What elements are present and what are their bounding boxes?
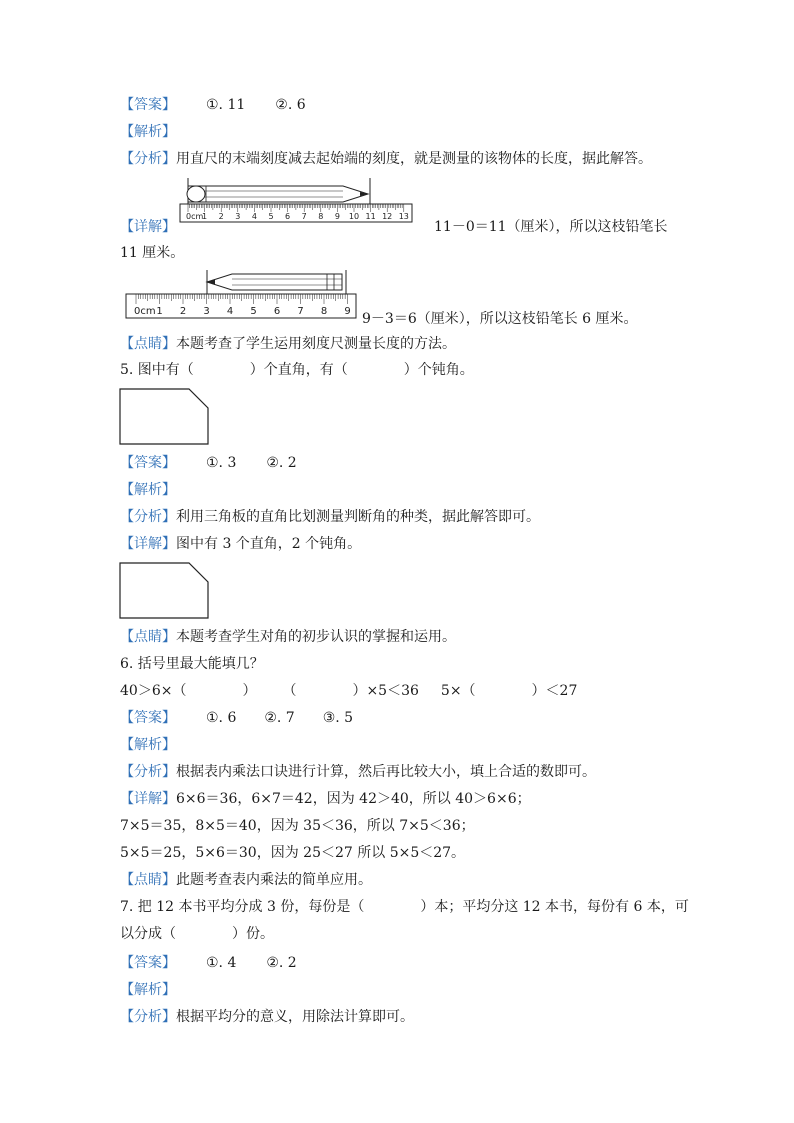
ruler-label: 11 xyxy=(365,212,376,221)
q4-fenxi-line xyxy=(120,150,652,168)
answer-tag: 【答案】 xyxy=(120,455,176,471)
fenxi-text: 根据平均分的意义，用除法计算即可。 xyxy=(176,1009,414,1025)
q6-dianjing-line xyxy=(120,871,372,889)
q7-answer-line xyxy=(120,954,297,972)
ruler-label: 4 xyxy=(226,306,234,317)
fenxi-tag: 【分析】 xyxy=(120,764,176,780)
q5-detail-line xyxy=(120,535,361,553)
ruler-label: 2 xyxy=(179,306,187,317)
q4-detail-line-1 xyxy=(120,218,176,236)
answer-tag: 【答案】 xyxy=(120,955,176,971)
answer-1: ①. 4 xyxy=(206,955,237,971)
ruler-label: 6 xyxy=(273,306,281,317)
q5-shape-figure xyxy=(119,388,211,446)
dianjing-tag: 【点睛】 xyxy=(120,872,176,888)
fenxi-text: 利用三角板的直角比划测量判断角的种类，据此解答即可。 xyxy=(176,509,540,525)
q6-detail-line-2: 7×5＝35，8×5＝40，因为 35＜36，所以 7×5＜36； xyxy=(120,818,475,834)
answer-2: ②. 7 xyxy=(264,710,295,726)
q5-question: 5. 图中有（ ）个直角，有（ ）个钝角。 xyxy=(120,362,474,378)
q4-detail-text-1b: 11 厘米。 xyxy=(120,245,185,261)
q4-dianjing-line xyxy=(120,335,456,353)
q6-question: 6. 括号里最大能填几？ xyxy=(120,656,264,672)
q7-analysis-tag: 【解析】 xyxy=(120,982,176,998)
ruler-label: 13 xyxy=(398,212,409,221)
ruler-label: 2 xyxy=(218,212,224,221)
q6-fenxi-line xyxy=(120,763,596,781)
q5-analysis-tag: 【解析】 xyxy=(120,482,176,498)
ruler-label: 1 xyxy=(202,212,208,221)
q5-answer-line xyxy=(120,454,297,472)
fenxi-tag: 【分析】 xyxy=(120,151,176,167)
ruler-label: 10 xyxy=(348,212,360,221)
q6-answer-line xyxy=(120,709,353,727)
answer-1: ①. 6 xyxy=(206,710,237,726)
fenxi-text: 用直尺的末端刻度减去起始端的刻度，就是测量的该物体的长度，据此解答。 xyxy=(176,151,652,167)
dianjing-text: 本题考查学生对角的初步认识的掌握和运用。 xyxy=(176,629,456,645)
q7-question-1: 7. 把 12 本书平均分成 3 份，每份是（ ）本；平均分这 12 本书，每份有 6 本，可 xyxy=(120,899,689,915)
q5-dianjing-line xyxy=(120,628,456,646)
q4-answer-line xyxy=(120,96,306,114)
ruler-figure-1 xyxy=(178,178,418,224)
dianjing-text: 本题考查了学生运用刻度尺测量长度的方法。 xyxy=(176,336,456,352)
answer-2: ②. 2 xyxy=(266,455,297,471)
expr-1: 40＞6×（ ） xyxy=(120,683,257,699)
detail-tag: 【详解】 xyxy=(120,536,176,552)
ruler-label: 3 xyxy=(235,212,241,221)
fenxi-text: 根据表内乘法口诀进行计算，然后再比较大小，填上合适的数即可。 xyxy=(176,764,596,780)
dianjing-tag: 【点睛】 xyxy=(120,336,176,352)
ruler-figure-2 xyxy=(124,268,360,320)
ruler-label: 9 xyxy=(344,306,351,317)
answer-tag: 【答案】 xyxy=(120,710,176,726)
answer-1: ①. 11 xyxy=(206,97,246,113)
answer-2: ②. 6 xyxy=(275,97,306,113)
answer-tag: 【答案】 xyxy=(120,97,176,113)
q4-analysis-tag: 【解析】 xyxy=(120,124,176,140)
q7-question-2: 以分成（ ）份。 xyxy=(120,926,274,942)
q6-expressions xyxy=(120,682,577,700)
expr-2: （ ）×5＜36 xyxy=(282,683,419,699)
detail-text-1: 6×6＝36，6×7＝42，因为 42＞40，所以 40＞6×6； xyxy=(176,791,531,807)
ruler-label: 12 xyxy=(382,212,393,221)
ruler-label: 7 xyxy=(301,212,307,221)
ruler-label: 8 xyxy=(318,212,324,221)
q6-detail-line-1 xyxy=(120,790,531,808)
fenxi-tag: 【分析】 xyxy=(120,509,176,525)
answer-3: ③. 5 xyxy=(322,710,354,726)
answer-2: ②. 2 xyxy=(266,955,297,971)
answer-1: ①. 3 xyxy=(206,455,237,471)
ruler-label: 3 xyxy=(203,306,210,317)
ruler-label: 1 xyxy=(156,306,163,317)
ruler-label: 5 xyxy=(268,212,274,221)
q4-detail-text-2: 9－3＝6（厘米），所以这枝铅笔长 6 厘米。 xyxy=(362,311,638,327)
detail-text: 图中有 3 个直角，2 个钝角。 xyxy=(176,536,362,552)
ruler-label: 5 xyxy=(250,306,257,317)
ruler-label: 0cm xyxy=(186,212,204,221)
ruler-label: 4 xyxy=(251,212,257,221)
ruler-label: 6 xyxy=(285,212,291,221)
ruler-label: 8 xyxy=(320,306,328,317)
fenxi-tag: 【分析】 xyxy=(120,1009,176,1025)
ruler-label: 7 xyxy=(297,306,304,317)
detail-tag: 【详解】 xyxy=(120,791,176,807)
q5-fenxi-line xyxy=(120,508,540,526)
q6-detail-line-3: 5×5＝25，5×6＝30，因为 25＜27 所以 5×5＜27。 xyxy=(120,845,466,861)
q6-analysis-tag: 【解析】 xyxy=(120,737,176,753)
dianjing-text: 此题考查表内乘法的简单应用。 xyxy=(176,872,372,888)
dianjing-tag: 【点睛】 xyxy=(120,629,176,645)
q4-detail-text-1a: 11－0＝11（厘米），所以这枝铅笔长 xyxy=(434,219,668,235)
q5-detail-shape-figure xyxy=(119,562,211,620)
expr-3: 5×（ ）＜27 xyxy=(440,683,578,699)
ruler-label: 0cm xyxy=(134,306,156,317)
ruler-label: 9 xyxy=(334,212,340,221)
q7-fenxi-line xyxy=(120,1008,414,1026)
detail-tag: 【详解】 xyxy=(120,219,176,235)
